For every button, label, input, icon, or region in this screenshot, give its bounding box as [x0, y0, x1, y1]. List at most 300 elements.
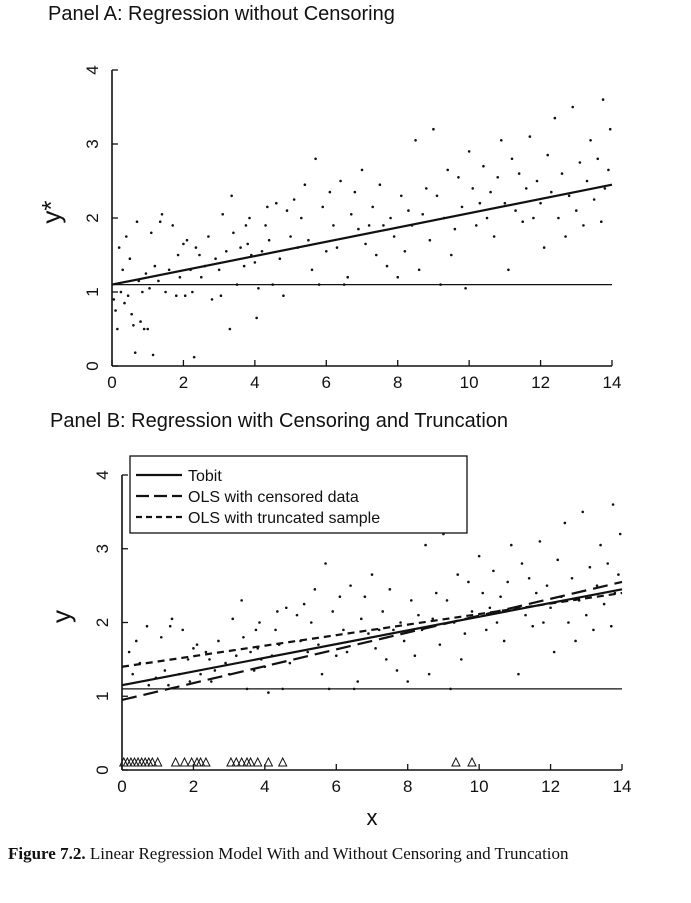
panel-a-x-tick-label: 10 [459, 373, 479, 392]
panel-b-data-point [339, 595, 342, 598]
panel-a-data-point [304, 183, 307, 186]
panel-a-data-point [332, 224, 335, 227]
panel-a-data-point [354, 191, 357, 194]
panel-b-series-line [122, 582, 622, 700]
panel-b-data-point [503, 640, 506, 643]
panel-a-data-point [511, 158, 514, 161]
panel-b-data-point [349, 584, 352, 587]
panel-a-data-point [145, 272, 148, 275]
panel-a-data-point [264, 224, 267, 227]
panel-a-data-point [368, 224, 371, 227]
panel-a-data-point [529, 135, 532, 138]
panel-b-data-point [303, 603, 306, 606]
panel-b-data-point [460, 658, 463, 661]
panel-a-data-point [546, 154, 549, 157]
panel-b-censored-point [254, 758, 262, 766]
panel-b-title: Panel B: Regression with Censoring and Truncation [50, 410, 509, 432]
panel-b-data-point [549, 606, 552, 609]
panel-a-data-point [136, 220, 139, 223]
panel-b-data-point [435, 592, 438, 595]
panel-a-data-point [230, 195, 233, 198]
panel-b-data-point [331, 610, 334, 613]
panel-a-data-point [261, 250, 264, 253]
panel-b-data-point [506, 581, 509, 584]
panel-b-data-point [392, 629, 395, 632]
panel-b-x-tick-label: 12 [541, 777, 561, 796]
panel-b-data-point [267, 691, 270, 694]
panel-b-data-point [187, 658, 190, 661]
panel-b-data-point [224, 662, 227, 665]
panel-b-data-point [471, 610, 474, 613]
panel-b-data-point [446, 599, 449, 602]
panel-b-data-point [619, 533, 622, 536]
panel-b-data-point [374, 647, 377, 650]
panel-a-data-point [554, 117, 557, 120]
panel-a-data-point [129, 257, 132, 260]
panel-a-data-point [479, 202, 482, 205]
panel-b-data-point [169, 625, 172, 628]
panel-b-data-point [167, 684, 170, 687]
figure-caption-label: Figure 7.2. [8, 844, 86, 863]
panel-b-data-point [535, 592, 538, 595]
panel-a-data-point [336, 246, 339, 249]
panel-a-data-point [571, 106, 574, 109]
panel-a-data-point [211, 298, 214, 301]
panel-b-data-point [367, 632, 370, 635]
panel-b-data-point [489, 606, 492, 609]
panel-a-data-point [393, 235, 396, 238]
panel-a-data-point [596, 158, 599, 161]
panel-b-data-point [146, 625, 149, 628]
panel-a-data-point [148, 287, 151, 290]
panel-a-data-point [532, 217, 535, 220]
panel-a-data-point [361, 169, 364, 172]
panel-a-data-point [407, 209, 410, 212]
panel-a-data-point [114, 309, 117, 312]
panel-b-data-point [567, 621, 570, 624]
panel-b-data-point [564, 522, 567, 525]
panel-a-data-point [268, 239, 271, 242]
panel-b-data-point [147, 684, 150, 687]
panel-b-data-point [164, 669, 167, 672]
figure-caption-text: Linear Regression Model With and Without Censoring and Truncation [89, 844, 569, 863]
panel-a-data-point [146, 328, 149, 331]
panel-a-y-tick-label: 0 [83, 361, 102, 371]
panel-a-data-point [159, 220, 162, 223]
panel-b-data-point [612, 503, 615, 506]
panel-b-data-point [181, 629, 184, 632]
panel-b-data-point [321, 673, 324, 676]
panel-a-data-point [125, 235, 128, 238]
panel-a-data-point [150, 232, 153, 235]
panel-b-data-point [189, 680, 192, 683]
panel-a-data-point [245, 224, 248, 227]
panel-b-data-point [214, 669, 217, 672]
panel-b-data-point [610, 625, 613, 628]
panel-b-y-tick-label: 0 [93, 765, 112, 775]
panel-a-data-point [171, 224, 174, 227]
panel-a-data-point [286, 209, 289, 212]
panel-b-data-point [208, 658, 211, 661]
panel-a-data-point [243, 265, 246, 268]
panel-a-data-point [450, 254, 453, 257]
panel-b-data-point [246, 688, 249, 691]
panel-b-data-point [317, 643, 320, 646]
panel-a-data-point [266, 206, 269, 209]
panel-a-data-point [246, 243, 249, 246]
panel-a-data-point [343, 283, 346, 286]
panel-b-data-point [424, 544, 427, 547]
panel-b-data-point [414, 654, 417, 657]
panel-a-data-point [175, 294, 178, 297]
panel-b-y-tick-label: 1 [93, 691, 112, 701]
panel-a-data-point [118, 246, 121, 249]
panel-b-data-point [481, 592, 484, 595]
panel-a-data-point [493, 235, 496, 238]
panel-a-data-point [325, 250, 328, 253]
panel-a-data-point [236, 283, 239, 286]
panel-a-y-tick-label: 1 [83, 287, 102, 297]
panel-b-data-point [131, 673, 134, 676]
panel-b-data-point [428, 673, 431, 676]
panel-b-data-point [310, 621, 313, 624]
panel-a-data-point [157, 280, 160, 283]
panel-b-data-point [574, 640, 577, 643]
panel-a-data-point [593, 198, 596, 201]
panel-b-data-point [456, 573, 459, 576]
panel-b-censored-point [279, 758, 287, 766]
panel-a-data-point [134, 351, 137, 354]
panel-a-data-point [143, 328, 146, 331]
panel-b-data-point [324, 562, 327, 565]
panel-a-data-point [600, 220, 603, 223]
panel-a-data-point [275, 202, 278, 205]
panel-a-data-point [582, 224, 585, 227]
panel-b-x-tick-label: 8 [402, 777, 413, 796]
panel-b-censored-point [452, 758, 460, 766]
panel-b-data-point [585, 614, 588, 617]
panel-b-data-point [449, 688, 452, 691]
panel-a-x-tick-label: 12 [531, 373, 551, 392]
panel-b-data-point [360, 618, 363, 621]
panel-a-data-point [127, 294, 130, 297]
panel-b-data-point [385, 658, 388, 661]
panel-b-data-point [496, 621, 499, 624]
panel-a-data-point [550, 191, 553, 194]
panel-a-data-point [536, 180, 539, 183]
panel-b-data-point [592, 629, 595, 632]
panel-a-data-point [446, 169, 449, 172]
panel-a-data-point [454, 228, 457, 231]
panel-b-data-point [356, 680, 359, 683]
panel-b-data-point [485, 629, 488, 632]
panel-a-data-point [191, 291, 194, 294]
panel-a-data-point [457, 176, 460, 179]
panel-b-data-point [276, 610, 279, 613]
panel-a-data-point [371, 206, 374, 209]
panel-a-y-tick-label: 2 [83, 213, 102, 223]
panel-b-data-point [289, 662, 292, 665]
panel-a-x-tick-label: 14 [602, 373, 622, 392]
panel-a-data-point [154, 265, 157, 268]
panel-a-data-point [130, 313, 133, 316]
panel-b-legend-label: Tobit [188, 468, 222, 485]
panel-a-data-point [396, 276, 399, 279]
panel-a-data-point [221, 213, 224, 216]
panel-a-x-tick-label: 2 [178, 373, 189, 392]
panel-b-data-point [135, 640, 138, 643]
panel-a-data-point [609, 128, 612, 131]
panel-a-data-point [116, 328, 119, 331]
panel-a-data-point [400, 195, 403, 198]
panel-a-data-point [602, 98, 605, 101]
panel-a-data-point [257, 287, 260, 290]
panel-b-data-point [274, 629, 277, 632]
panel-a-data-point [282, 294, 285, 297]
panel-a-data-point [350, 213, 353, 216]
panel-a-data-point [311, 269, 314, 272]
panel-b-data-point [467, 581, 470, 584]
panel-b-data-point [617, 573, 620, 576]
panel-a-data-point [168, 269, 171, 272]
panel-a-data-point [220, 294, 223, 297]
panel-a-data-point [561, 172, 564, 175]
panel-a-data-point [418, 269, 421, 272]
panel-a-data-point [314, 158, 317, 161]
panel-b-data-point [249, 651, 252, 654]
panel-a-data-point [346, 276, 349, 279]
panel-b-data-point [210, 680, 213, 683]
panel-a-data-point [254, 261, 257, 264]
panel-a-data-point [239, 246, 242, 249]
figure-caption [8, 843, 688, 865]
panel-a-data-point [123, 302, 126, 305]
panel-a-data-point [489, 191, 492, 194]
panel-b-data-point [581, 511, 584, 514]
panel-a-data-point [568, 195, 571, 198]
panel-a-data-point [307, 239, 310, 242]
panel-b-data-point [240, 599, 243, 602]
panel-a-data-point [496, 176, 499, 179]
panel-a-data-point [271, 283, 274, 286]
panel-b-y-tick-label: 2 [93, 617, 112, 628]
panel-a-regression-line [112, 185, 612, 285]
panel-a-data-point [514, 209, 517, 212]
panel-b-data-point [314, 588, 317, 591]
panel-b-data-point [128, 651, 131, 654]
panel-b-data-point [499, 595, 502, 598]
panel-b-data-point [553, 651, 556, 654]
panel-b-data-point [524, 614, 527, 617]
panel-b-data-point [192, 647, 195, 650]
panel-b-data-point [364, 595, 367, 598]
panel-a-data-point [436, 195, 439, 198]
panel-b-data-point [603, 603, 606, 606]
panel-b-x-tick-label: 6 [331, 777, 342, 796]
panel-a-data-point [152, 354, 155, 357]
panel-b-data-point [160, 636, 163, 639]
panel-b-data-point [517, 673, 520, 676]
panel-a-data-point [218, 269, 221, 272]
panel-a-data-point [289, 235, 292, 238]
panel-b-data-point [328, 688, 331, 691]
panel-a-y-tick-label: 4 [83, 65, 102, 75]
panel-b-data-point [346, 651, 349, 654]
panel-a-data-point [404, 250, 407, 253]
panel-a-data-point [139, 320, 142, 323]
panel-b-series-line [122, 589, 622, 685]
panel-a-data-point [179, 276, 182, 279]
panel-a-x-tick-label: 8 [392, 373, 403, 392]
panel-b-data-point [599, 544, 602, 547]
panel-a-data-point [604, 187, 607, 190]
panel-a-data-point [229, 328, 232, 331]
panel-b-data-point [217, 640, 220, 643]
panel-a-x-tick-label: 6 [321, 373, 332, 392]
panel-b-data-point [285, 606, 288, 609]
panel-a-data-point [357, 228, 360, 231]
panel-b-y-axis-label: y [46, 610, 76, 623]
panel-b-data-point [353, 688, 356, 691]
panel-b-data-point [492, 570, 495, 573]
panel-a-data-point [248, 217, 251, 220]
panel-b-data-point [439, 643, 442, 646]
panel-b-data-point [606, 562, 609, 565]
panel-a-data-point [379, 183, 382, 186]
panel-a-data-point [200, 276, 203, 279]
panel-a-data-point [120, 291, 123, 294]
panel-b-censored-point [468, 758, 476, 766]
panel-b-data-point [539, 540, 542, 543]
panel-a-data-point [193, 356, 196, 359]
panel-b-legend [130, 456, 467, 533]
panel-b-x-tick-label: 10 [469, 777, 489, 796]
panel-a-data-point [500, 139, 503, 142]
panel-b-data-point [589, 566, 592, 569]
panel-b-data-point [335, 654, 338, 657]
panel-a-data-point [539, 202, 542, 205]
panel-b-data-point [371, 573, 374, 576]
panel-b-data-point [528, 577, 531, 580]
panel-a-data-point [112, 298, 115, 301]
panel-a-data-point [195, 246, 198, 249]
panel-b-data-point [510, 544, 513, 547]
panel-b-data-point [406, 680, 409, 683]
panel-a-data-point [507, 269, 510, 272]
panel-b-data-point [546, 584, 549, 587]
panel-a-data-point [207, 235, 210, 238]
panel-b-censored-point [264, 758, 272, 766]
panel-a-data-point [482, 165, 485, 168]
panel-a-data-point [564, 235, 567, 238]
panel-a-data-point [439, 283, 442, 286]
panel-a-data-point [589, 139, 592, 142]
panel-b-y-tick-label: 3 [93, 544, 112, 554]
panel-a-data-point [177, 254, 180, 257]
panel-b-data-point [556, 559, 559, 562]
panel-b-data-point [389, 588, 392, 591]
panel-b-data-point [255, 629, 258, 632]
panel-b-data-point [199, 673, 202, 676]
panel-a-data-point [429, 239, 432, 242]
panel-a-data-point [198, 254, 201, 257]
panel-b-data-point [296, 614, 299, 617]
panel-b-x-tick-label: 14 [612, 777, 632, 796]
panel-b-data-point [403, 640, 406, 643]
panel-b-data-point [196, 643, 199, 646]
panel-a-data-point [184, 294, 187, 297]
panel-a-data-point [471, 187, 474, 190]
panel-b-data-point [542, 621, 545, 624]
panel-b-censored-point [172, 758, 180, 766]
panel-b-data-point [478, 555, 481, 558]
panel-a-data-point [475, 224, 478, 227]
panel-a-data-point [504, 202, 507, 205]
panel-a-data-point [375, 254, 378, 257]
panel-a-data-point [214, 257, 217, 260]
panel-a-data-point [586, 180, 589, 183]
panel-b-data-point [231, 618, 234, 621]
panel-a-data-point [557, 217, 560, 220]
panel-a-title: Panel A: Regression without Censoring [48, 3, 395, 25]
panel-a-x-tick-label: 0 [107, 373, 117, 392]
panel-a-data-point [186, 239, 189, 242]
panel-a-data-point [364, 243, 367, 246]
panel-a-data-point [300, 217, 303, 220]
panel-a-data-point [575, 209, 578, 212]
panel-a-data-point [579, 161, 582, 164]
panel-a-data-point [225, 250, 228, 253]
panel-a-data-point [182, 243, 185, 246]
panel-b-data-point [235, 654, 238, 657]
panel-a-data-point [521, 220, 524, 223]
panel-a-data-point [386, 265, 389, 268]
panel-b-x-tick-label: 2 [188, 777, 199, 796]
panel-a-y-tick-label: 3 [83, 139, 102, 149]
panel-b-data-point [410, 599, 413, 602]
panel-b-legend-label: OLS with truncated sample [188, 510, 381, 527]
panel-b-data-point [531, 625, 534, 628]
panel-b-data-point [399, 621, 402, 624]
panel-a-data-point [382, 224, 385, 227]
panel-a-data-point [389, 217, 392, 220]
panel-a-data-point [141, 291, 144, 294]
panel-b-x-tick-label: 4 [260, 777, 270, 796]
panel-a-data-point [414, 139, 417, 142]
panel-b-data-point [342, 629, 345, 632]
panel-a-data-point [607, 169, 610, 172]
panel-b-data-point [258, 621, 261, 624]
panel-a-data-point [464, 287, 467, 290]
panel-a-data-point [132, 324, 135, 327]
panel-a-data-point [161, 213, 164, 216]
panel-a-data-point [421, 213, 424, 216]
panel-a-y-axis-label: y* [36, 200, 66, 224]
panel-a-plot [36, 65, 621, 392]
panel-a-data-point [232, 232, 235, 235]
panel-a-x-tick-label: 4 [250, 373, 260, 392]
panel-b-data-point [417, 614, 420, 617]
panel-a-data-point [121, 269, 124, 272]
panel-a-data-point [425, 187, 428, 190]
panel-a-data-point [486, 217, 489, 220]
panel-a-data-point [164, 291, 167, 294]
panel-b-data-point [306, 651, 309, 654]
panel-b-censored-point [181, 758, 189, 766]
panel-b-data-point [381, 610, 384, 613]
panel-a-data-point [461, 206, 464, 209]
panel-a-data-point [468, 150, 471, 153]
